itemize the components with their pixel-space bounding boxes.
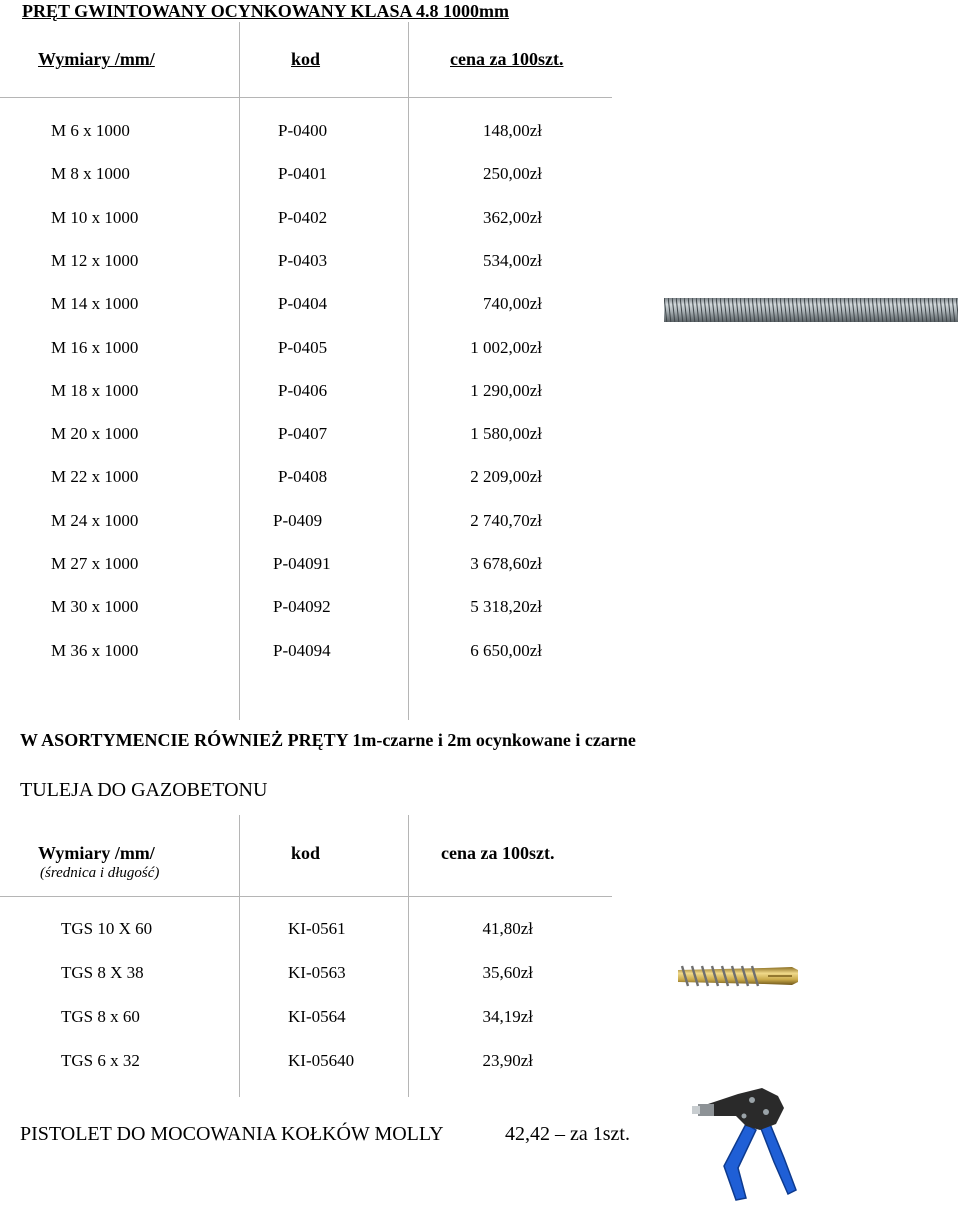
row-code: P-0401: [278, 164, 328, 184]
row-code: KI-0561: [288, 919, 346, 938]
row-price: 5 318,20zł: [470, 597, 542, 617]
column-divider: [239, 22, 240, 720]
row-code: P-0403: [278, 250, 328, 270]
tool-title: PISTOLET DO MOCOWANIA KOŁKÓW MOLLY: [20, 1123, 444, 1145]
row-price: 41,80zł: [482, 919, 533, 938]
row-dimensions: M 20 x 1000: [51, 424, 139, 444]
row-code: KI-05640: [288, 1051, 355, 1070]
row-dimensions: M 12 x 1000: [51, 250, 139, 270]
header-dims-subtitle: (średnica i długość): [40, 865, 160, 881]
row-code: P-0407: [278, 424, 328, 444]
row-price: 2 740,70zł: [470, 510, 542, 530]
row-dimensions: M 27 x 1000: [51, 554, 139, 573]
row-price: 1 580,00zł: [470, 424, 542, 444]
row-price: 6 650,00zł: [470, 640, 542, 660]
header-rule: [0, 896, 612, 897]
row-dimensions: M 36 x 1000: [51, 640, 139, 660]
row-code: P-04092: [273, 597, 331, 617]
page-title: PRĘT GWINTOWANY OCYNKOWANY KLASA 4.8 1000mm: [22, 1, 510, 21]
row-price: 2 209,00zł: [470, 467, 542, 487]
row-dimensions: M 22 x 1000: [51, 467, 139, 487]
row-price: 35,60zł: [482, 963, 533, 982]
row-price: 3 678,60zł: [470, 554, 542, 573]
threaded-rod-image: [664, 296, 958, 324]
header-rule: [0, 97, 612, 98]
row-price: 1 290,00zł: [470, 380, 542, 400]
row-price: 148,00zł: [482, 121, 542, 140]
row-code: P-0404: [278, 294, 328, 314]
row-price: 34,19zł: [482, 1007, 533, 1026]
row-dimensions: M 24 x 1000: [51, 510, 139, 530]
row-code: KI-0564: [288, 1007, 346, 1026]
row-dimensions: M 10 x 1000: [51, 207, 139, 227]
molly-setting-tool-image: [690, 1086, 802, 1204]
row-dimensions: TGS 8 x 60: [61, 1007, 140, 1026]
row-code: P-0402: [278, 207, 328, 227]
row-code: P-0406: [278, 380, 328, 400]
row-price: 23,90zł: [482, 1051, 533, 1070]
row-price: 740,00zł: [482, 294, 542, 314]
tool-price: 42,42 – za 1szt.: [505, 1123, 630, 1145]
row-dimensions: M 8 x 1000: [51, 164, 130, 184]
header-code: kod: [291, 843, 321, 863]
header-price: cena za 100szt.: [441, 843, 555, 863]
header-dims: Wymiary /mm/: [38, 49, 155, 69]
row-dimensions: M 16 x 1000: [51, 337, 139, 357]
row-code: P-04091: [273, 554, 331, 573]
row-code: P-0409: [273, 510, 323, 530]
row-price: 250,00zł: [482, 164, 542, 184]
row-code: KI-0563: [288, 963, 346, 982]
row-code: P-0408: [278, 467, 328, 487]
assortment-note: W ASORTYMENCIE RÓWNIEŻ PRĘTY 1m-czarne i 2m ocynkowane i czarne: [20, 730, 636, 750]
aac-anchor-sleeve-image: [674, 962, 800, 990]
row-dimensions: TGS 8 X 38: [61, 963, 144, 982]
row-dimensions: TGS 6 x 32: [61, 1051, 140, 1070]
row-code: P-0405: [278, 337, 328, 357]
row-dimensions: M 6 x 1000: [51, 121, 130, 140]
row-dimensions: M 18 x 1000: [51, 380, 139, 400]
row-code: P-04094: [273, 640, 331, 660]
header-price: cena za 100szt.: [450, 49, 564, 69]
row-code: P-0400: [278, 121, 328, 140]
row-price: 1 002,00zł: [470, 337, 542, 357]
column-divider: [239, 815, 240, 1097]
row-price: 534,00zł: [482, 250, 542, 270]
row-dimensions: M 30 x 1000: [51, 597, 139, 617]
section-title: TULEJA DO GAZOBETONU: [20, 779, 268, 801]
row-dimensions: TGS 10 X 60: [61, 919, 153, 938]
header-dims: Wymiary /mm/: [38, 843, 155, 863]
header-code: kod: [291, 49, 321, 69]
row-price: 362,00zł: [482, 207, 542, 227]
row-dimensions: M 14 x 1000: [51, 294, 139, 314]
